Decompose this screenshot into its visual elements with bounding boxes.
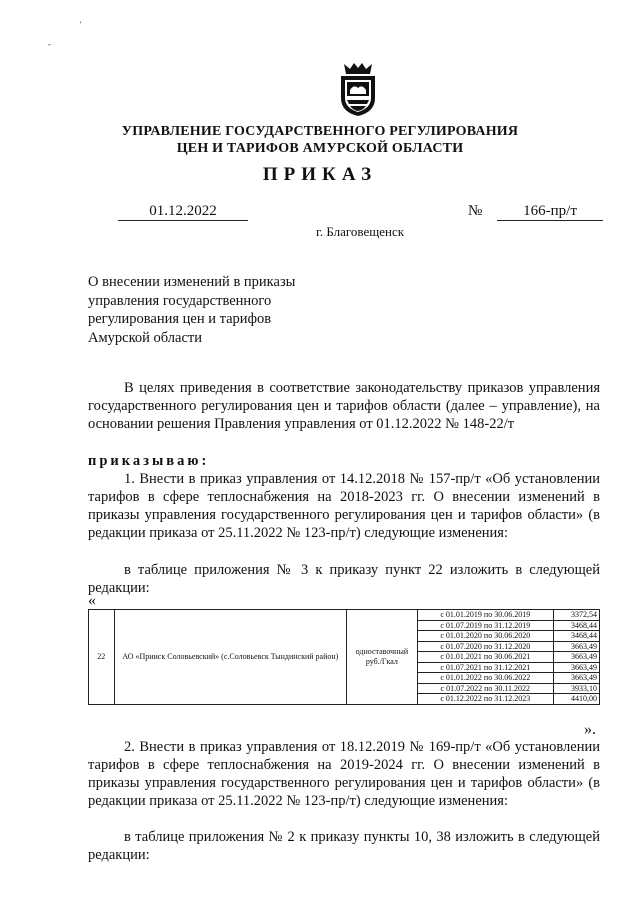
org-name-line2: ЦЕН И ТАРИФОВ АМУРСКОЙ ОБЛАСТИ <box>176 141 464 156</box>
close-quote: ». <box>584 721 596 738</box>
period-cell: с 01.07.2021 по 31.12.2021 <box>417 662 553 673</box>
scan-mark: ' <box>80 20 82 29</box>
row-number-cell: 22 <box>89 610 115 705</box>
organization-cell: АО «Прииск Соловьевский» (с.Соловьевск Тындинский район) <box>114 610 346 705</box>
item-1: 1. Внести в приказ управления от 14.12.2018 № 157-пр/т «Об установлении тарифов в сфере теплоснабжения на 2018-2023 гг. О внесении изменений в приказы управления государственного регулирования цен и тарифов области» (в редакции приказа от 25.11.2022 № 123-пр/т) следующие изменения: <box>88 471 600 541</box>
subject-line: регулирования цен и тарифов <box>88 311 272 327</box>
value-cell: 3468,44 <box>553 620 599 631</box>
subject-line: О внесении изменений в приказы <box>88 274 296 290</box>
value-cell: 3663,49 <box>553 652 599 663</box>
document-type: ПРИКАЗ <box>262 164 378 185</box>
value-cell: 3663,49 <box>553 662 599 673</box>
item-1-sub: в таблице приложения № 3 к приказу пункт 22 изложить в следующей редакции: <box>88 562 600 596</box>
scan-mark: - <box>48 40 51 49</box>
order-word: приказываю: <box>88 453 210 469</box>
city: г. Благовещенск <box>316 224 405 239</box>
subject-line: Амурской области <box>88 329 202 346</box>
item-2-sub: в таблице приложения № 2 к приказу пункты 10, 38 изложить в следующей редакции: <box>88 829 600 863</box>
value-cell: 4410,00 <box>553 694 599 705</box>
org-name-line1: УПРАВЛЕНИЕ ГОСУДАРСТВЕННОГО РЕГУЛИРОВАНИЯ <box>121 124 519 139</box>
value-cell: 3933,10 <box>553 683 599 694</box>
value-cell: 3372,54 <box>553 610 599 621</box>
period-cell: с 01.01.2021 по 30.06.2021 <box>417 652 553 663</box>
subject-line: управления государственного <box>88 292 272 309</box>
amur-region-coat-of-arms-icon <box>336 60 380 118</box>
document-subject <box>88 273 295 347</box>
unit-cell: одноставочный руб./Гкал <box>347 610 418 705</box>
value-cell: 3468,44 <box>553 631 599 642</box>
period-cell: с 01.01.2019 по 30.06.2019 <box>417 610 553 621</box>
period-cell: с 01.01.2020 по 30.06.2020 <box>417 631 553 642</box>
open-quote: « <box>88 592 96 609</box>
number-label: № <box>468 203 483 219</box>
value-cell: 3663,49 <box>553 673 599 684</box>
table-row <box>89 610 600 621</box>
document-date: 01.12.2022 <box>118 203 248 221</box>
document-number: 166-пр/т <box>497 203 603 221</box>
period-cell: с 01.07.2020 по 31.12.2020 <box>417 641 553 652</box>
value-cell: 3663,49 <box>553 641 599 652</box>
preamble: В целях приведения в соответствие законодательству приказов управления государственного регулирования цен и тарифов области (далее – управление), на основании решения Правления управления от 01.12.2022 № 148-22/т <box>88 380 600 432</box>
item-2: 2. Внести в приказ управления от 18.12.2019 № 169-пр/т «Об установлении тарифов в сфере теплоснабжения на 2019-2024 гг. О внесении изменений в приказы управления государственного регулирования цен и тарифов области» (в редакции приказа от 25.11.2022 № 123-пр/т) следующие изменения: <box>88 739 600 809</box>
period-cell: с 01.12.2022 по 31.12.2023 <box>417 694 553 705</box>
period-cell: с 01.07.2022 по 30.11.2022 <box>417 683 553 694</box>
tariff-table <box>88 609 600 705</box>
period-cell: с 01.07.2019 по 31.12.2019 <box>417 620 553 631</box>
period-cell: с 01.01.2022 по 30.06.2022 <box>417 673 553 684</box>
